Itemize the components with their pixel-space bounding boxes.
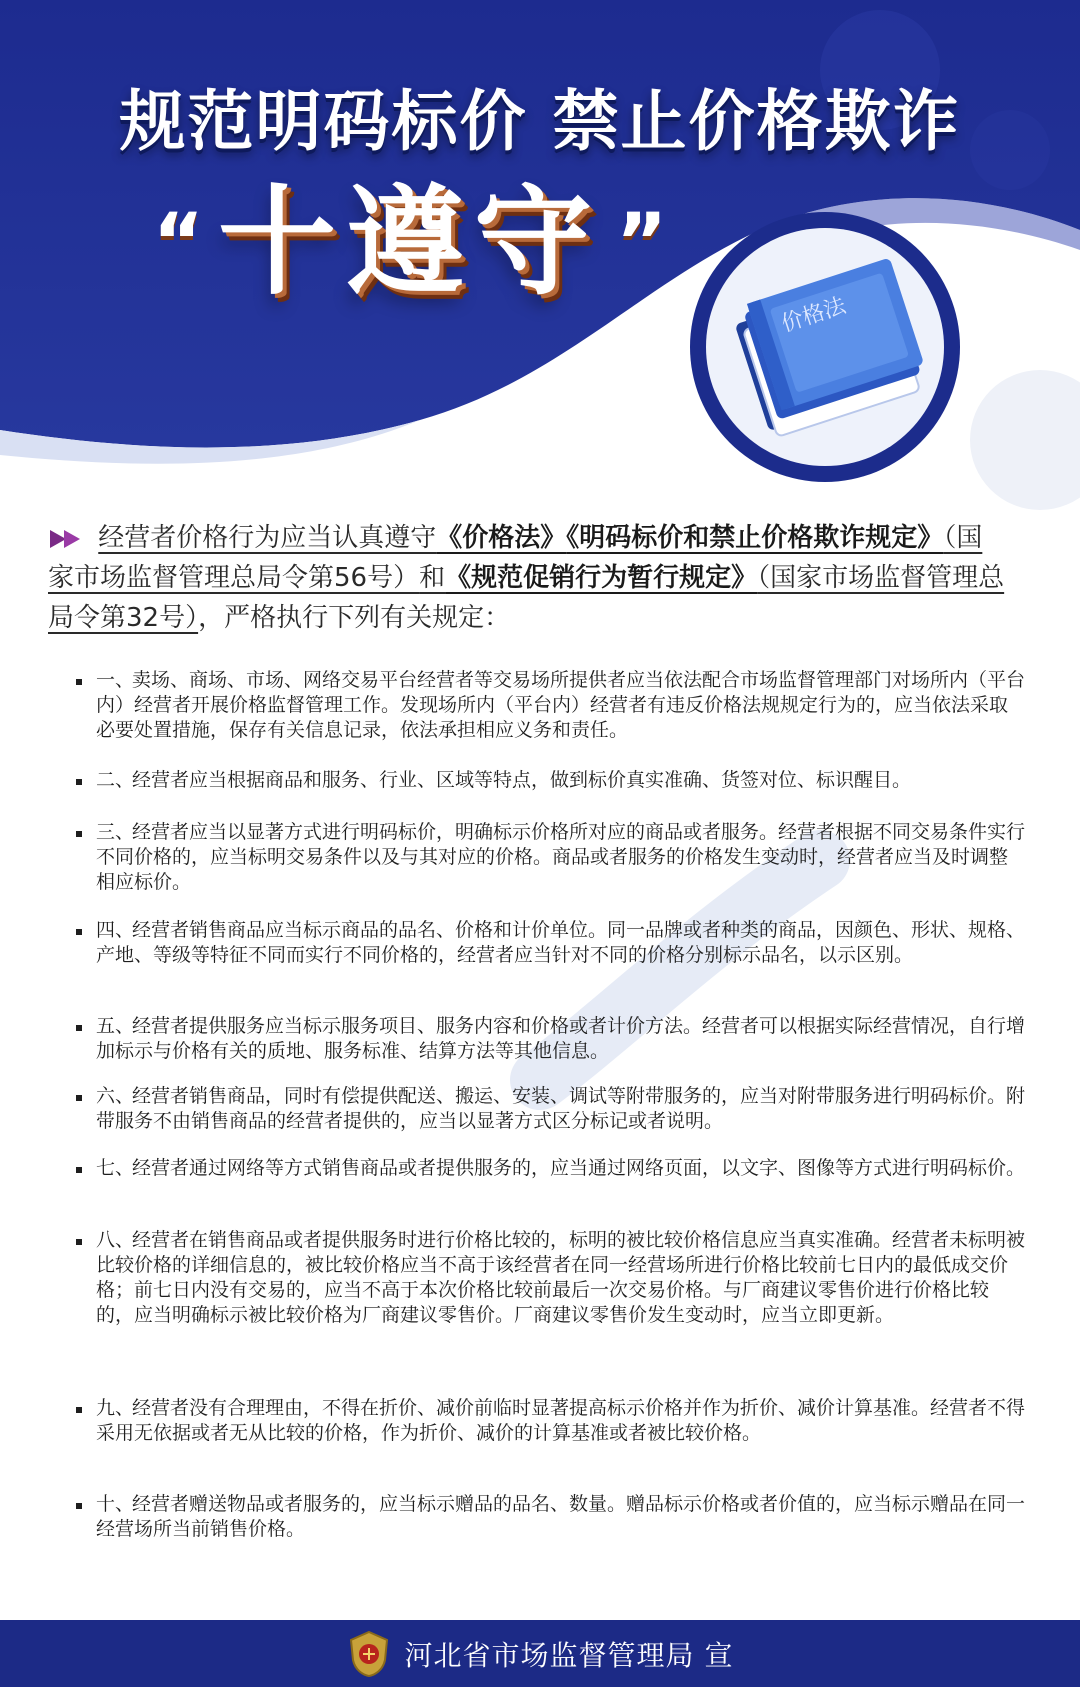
intro-law3: 《规范促销行为暂行规定》 [445,563,758,593]
book-icon [706,228,944,466]
intro-lead: 经营者价格行为应当认真遵守 [98,523,437,553]
subtitle-ten-rules [90,173,730,311]
list-item: 九、经营者没有合理理由，不得在折价、减价前临时显著提高标示价格并作为折价、减价计算基准。经营者不得采用无依据或者无从比较的价格，作为折价、减价的计算基准或者被比较价格。 [70,1396,1026,1446]
intro-tail: ，严格执行下列有关规定： [198,603,511,633]
list-item: 三、经营者应当以显著方式进行明码标价，明确标示价格所对应的商品或者服务。经营者根据不同交易条件实行不同价格的，应当标明交易条件以及与其对应的价格。商品或者服务的价格发生变动时，经营者应当及时调整相应标价。 [70,820,1026,895]
intro-law2-note: （国家市场监督管理总局令第56号） [48,523,983,593]
list-item: 一、卖场、商场、市场、网络交易平台经营者等交易场所提供者应当依法配合市场监督管理部门对场所内（平台内）经营者开展价格监督管理工作。发现场所内（平台内）经营者有违反价格法规规定行为的，应当依法采取必要处置措施，保存有关信息记录，依法承担相应义务和责任。 [70,668,1026,743]
list-item: 四、经营者销售商品应当标示商品的品名、价格和计价单位。同一品牌或者种类的商品，因颜色、形状、规格、产地、等级等特征不同而实行不同价格的，经营者应当针对不同的价格分别标示品名，以示区别。 [70,918,1026,968]
page-title: 规范明码标价 禁止价格欺诈 [119,83,961,160]
double-arrow-icon [48,528,90,550]
footer-org: 河北省市场监督管理局 宣 [404,1638,734,1672]
list-item: 八、经营者在销售商品或者提供服务时进行价格比较的，标明的被比较价格信息应当真实准确。经营者未标明被比较价格的详细信息的，被比较价格应当不高于该经营者在同一经营场所进行价格比较前七日内的最低成交价格；前七日内没有交易的，应当不高于本次价格比较前最后一次交易价格。与厂商建议零售价进行价格比较的，应当明确标示被比较价格为厂商建议零售价。厂商建议零售价发生变动时，应当立即更新。 [70,1228,1026,1328]
emblem-icon [347,1630,391,1678]
subtitle-text: 十遵守 [217,173,602,311]
list-item: 二、经营者应当根据商品和服务、行业、区域等特点，做到标价真实准确、货签对位、标识醒目。 [70,768,1026,793]
list-item: 六、经营者销售商品，同时有偿提供配送、搬运、安装、调试等附带服务的，应当对附带服务进行明码标价。附带服务不由销售商品的经营者提供的，应当以显著方式区分标记或者说明。 [70,1084,1026,1134]
book-label: 价格法 [778,293,849,338]
intro-paragraph [48,518,1008,638]
intro-law2: 《明码标价和禁止价格欺诈规定》 [566,523,944,553]
list-item: 五、经营者提供服务应当标示服务项目、服务内容和价格或者计价方法。经营者可以根据实际经营情况，自行增加标示与价格有关的质地、服务标准、结算方法等其他信息。 [70,1014,1026,1064]
intro-law3-note: （国家市场监督管理总局令第32号） [48,563,1005,633]
footer-bar [0,1620,1080,1687]
intro-law1: 《价格法》 [436,523,567,553]
list-item: 十、经营者赠送物品或者服务的，应当标示赠品的品名、数量。赠品标示价格或者价值的，应当标示赠品在同一经营场所当前销售价格。 [70,1492,1026,1542]
list-item: 七、经营者通过网络等方式销售商品或者提供服务的，应当通过网络页面，以文字、图像等方式进行明码标价。 [70,1156,1026,1181]
header-banner [0,0,1080,520]
book-badge [690,212,960,482]
quote-open: “ [152,197,204,288]
intro-conj: 和 [419,563,446,593]
book-illustration [706,228,944,466]
quote-close: ” [616,197,668,288]
